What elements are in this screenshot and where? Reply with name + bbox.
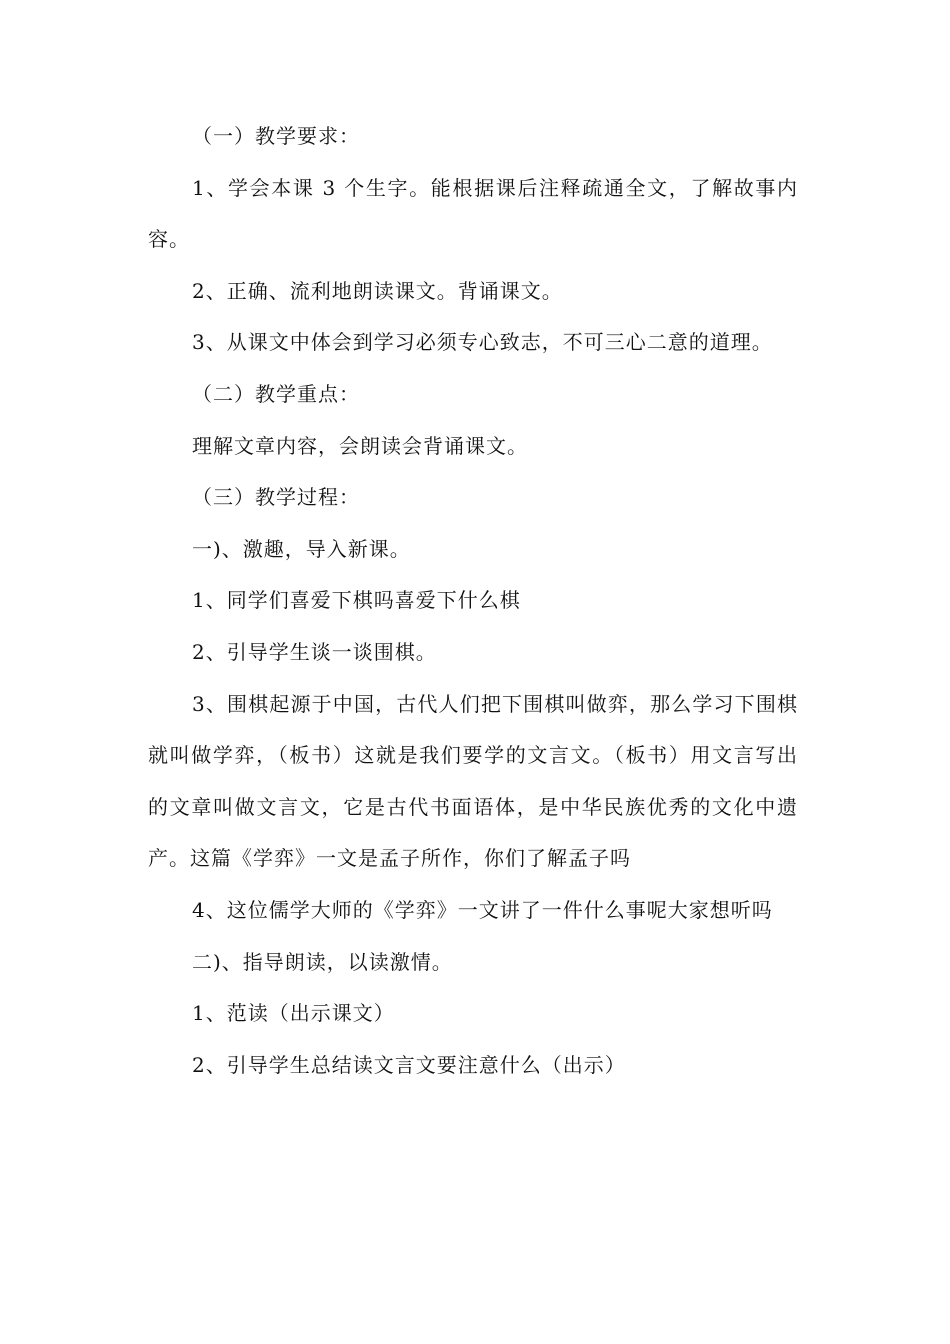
process-step-heading-2: 二)、指导朗读，以读激情。 [192,949,453,974]
process-item-1: 1、同学们喜爱下棋吗喜爱下什么棋 [192,588,521,613]
requirement-item-1: 1、学会本课 3 个生字。能根据课后注释疏通全文，了解故事内容。 [148,175,798,252]
reading-item-2: 2、引导学生总结读文言文要注意什么（出示） [192,1052,626,1077]
requirement-item-2: 2、正确、流利地朗读课文。背诵课文。 [192,278,563,303]
process-step-heading-1: 一)、激趣，导入新课。 [192,536,411,561]
process-item-4: 4、这位儒学大师的《学弈》一文讲了一件什么事呢大家想听吗 [192,897,773,922]
process-item-2: 2、引导学生谈一谈围棋。 [192,639,437,664]
section-heading-key-points: （二）教学重点： [192,381,360,406]
key-point-text: 理解文章内容，会朗读会背诵课文。 [192,433,528,458]
requirement-item-3: 3、从课文中体会到学习必须专心致志，不可三心二意的道理。 [192,330,773,355]
section-heading-requirements: （一）教学要求： [192,124,360,148]
section-heading-process: （三）教学过程： [192,485,360,510]
document-body [148,111,798,1091]
reading-item-1: 1、范读（出示课文） [192,1001,395,1026]
process-item-3: 3、围棋起源于中国，古代人们把下围棋叫做弈，那么学习下围棋就叫做学弈，（板书）这就是我们要学的文言文。（板书）用文言写出的文章叫做文言文，它是古代书面语体，是中华民族优秀的文化中遗产。这篇《学弈》一文是孟子所作，你们了解孟子吗 [148,691,798,871]
